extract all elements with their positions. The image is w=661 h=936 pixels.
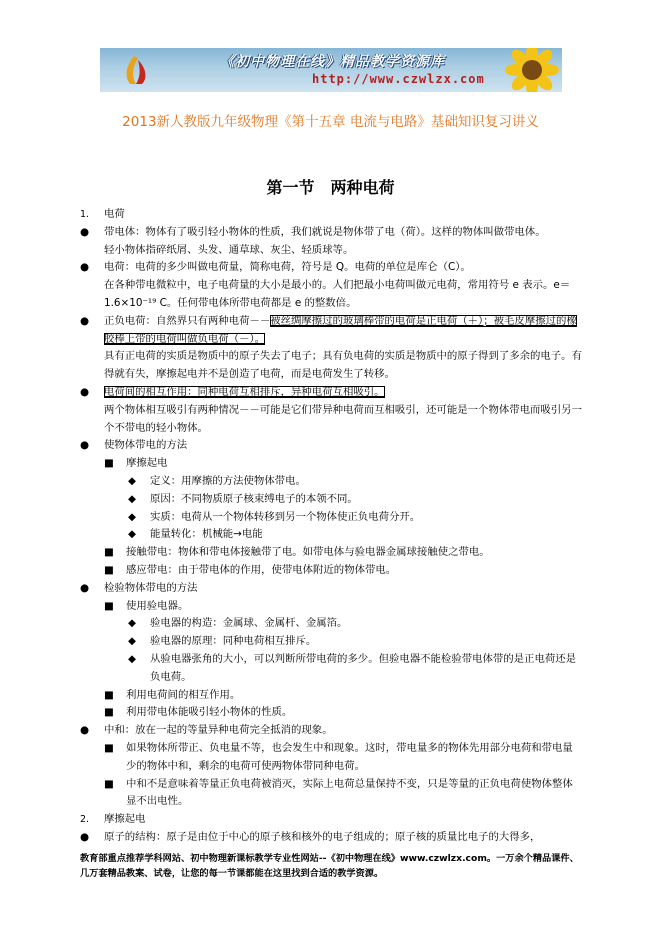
paragraph-elementary-charge: 在各种带电微粒中，电子电荷量的大小是最小的。人们把最小电荷叫做元电荷，常用符号 e 表示。e＝1.6×10⁻¹⁹ C。任何带电体所带电荷都是 e 的整数倍。	[104, 279, 571, 309]
square-bullet-icon: ■	[104, 706, 114, 719]
square-bullet-icon: ■	[104, 563, 114, 576]
item-friction-definition: ◆ 定义：用摩擦的方法使物体带电。	[80, 473, 582, 491]
sub-induction: ■ 感应带电：由于带电体的作用，使带电体附近的物体带电。	[80, 562, 582, 580]
sub-use-attraction: ■ 利用带电体能吸引轻小物体的性质。	[80, 704, 582, 722]
bullet-charging-methods: ● 使物体带电的方法	[80, 437, 582, 455]
item-electroscope-principle: ◆ 验电器的原理：同种电荷相互排斥。	[80, 633, 582, 651]
bullet-interaction	[80, 384, 582, 402]
diamond-bullet-icon: ◆	[128, 528, 136, 541]
highlighted-rule: 电荷间的相互作用：同种电荷互相排斥，异种电荷互相吸引。	[104, 385, 385, 398]
bullet-detection: ● 检验物体带电的方法	[80, 580, 582, 598]
paragraph-light-objects: 轻小物体指碎纸屑、头发、通草球、灰尘、轻质球等。	[104, 243, 354, 256]
logo-icon	[122, 54, 152, 86]
number-marker: 1.	[80, 209, 90, 220]
bullet-icon: ●	[80, 385, 90, 398]
bullet-charged-body: ● 带电体：物体有了吸引轻小物体的性质，我们就说是物体带了电（荷）。这样的物体叫做带电体。	[80, 224, 582, 242]
sub-friction: ■ 摩擦起电	[80, 455, 582, 473]
page-footer: 教育部重点推荐学科网站、初中物理新课标教学专业性网站--《初中物理在线》www.czwlzx.com。一万余个精品课件、几万套精品教案、试卷，让您的每一节课都能在这里找到合适的教学资源。	[80, 853, 579, 879]
paragraph-charge-essence: 具有正电荷的实质是物质中的原子失去了电子；具有负电荷的实质是物质中的原子得到了多余的电子。有得就有失，摩擦起电并不是创造了电荷，而是电荷发生了转移。	[104, 350, 582, 381]
bullet-positive-negative: ● 正负电荷：自然界只有两种电荷－－被丝绸摩擦过的玻璃棒带的电荷是正电荷（＋）；被毛皮摩擦过的橡胶棒上带的电荷叫做负电荷（－）。	[80, 314, 577, 345]
diamond-bullet-icon: ◆	[128, 635, 136, 648]
item-friction-reason: ◆ 原因：不同物质原子核束缚电子的本领不同。	[80, 491, 582, 509]
bullet-icon: ●	[80, 261, 90, 274]
square-bullet-icon: ■	[104, 599, 114, 612]
diamond-bullet-icon: ◆	[128, 474, 136, 487]
highlighted-definition: 被丝绸摩擦过的玻璃棒带的电荷是正电荷（＋）；被毛皮摩擦过的橡胶棒上带的电荷叫做负电荷（－）。	[104, 314, 577, 345]
item-electroscope-angle: ◆ 从验电器张角的大小，可以判断所带电荷的多少。但验电器不能检验带电体带的是正电荷还是负电荷。	[128, 652, 577, 683]
bullet-charge-amount: ● 电荷：电荷的多少叫做电荷量，简称电荷，符号是 Q。电荷的单位是库仑（C）。	[80, 259, 582, 277]
square-bullet-icon: ■	[104, 457, 114, 470]
bullet-icon: ●	[80, 314, 90, 327]
paragraph-interaction-note: 两个物体相互吸引有两种情况－－可能是它们带异种电荷而互相吸引，还可能是一个物体带电而吸引另一个不带电的轻小物体。	[104, 403, 582, 434]
diamond-bullet-icon: ◆	[128, 617, 136, 630]
item-friction-energy: ◆ 能量转化：机械能→电能	[80, 526, 582, 544]
header-banner	[100, 48, 562, 92]
document-body	[80, 206, 582, 847]
square-bullet-icon: ■	[104, 777, 114, 790]
diamond-bullet-icon: ◆	[128, 652, 136, 665]
bullet-icon: ●	[80, 581, 90, 594]
heading-friction-electrification: 2. 摩擦起电	[80, 811, 582, 829]
square-bullet-icon: ■	[104, 741, 114, 754]
bullet-icon: ●	[80, 439, 90, 452]
section-title: 第一节 两种电荷	[266, 178, 395, 197]
heading-charge: 1. 电荷	[80, 206, 582, 224]
sub-neutral-conservation: ■ 中和不是意味着等量正负电荷被消灭，实际上电荷总量保持不变，只是等量的正负电荷使物体整体显不出电性。	[104, 777, 573, 808]
bullet-icon: ●	[80, 225, 90, 238]
bullet-atom-structure: ● 原子的结构：原子是由位于中心的原子核和核外的电子组成的；原子核的质量比电子的大得多，	[80, 829, 582, 847]
diamond-bullet-icon: ◆	[128, 492, 136, 505]
sub-use-interaction: ■ 利用电荷间的相互作用。	[80, 687, 582, 705]
sub-electroscope: ■ 使用验电器。	[80, 598, 582, 616]
item-friction-essence: ◆ 实质：电荷从一个物体转移到另一个物体使正负电荷分开。	[80, 509, 582, 527]
sunflower-icon	[498, 48, 560, 92]
diamond-bullet-icon: ◆	[128, 510, 136, 523]
document-title: 2013新人教版九年级物理《第十五章 电流与电路》基础知识复习讲义	[122, 114, 539, 130]
sub-contact: ■ 接触带电：物体和带电体接触带了电。如带电体与验电器金属球接触使之带电。	[80, 544, 582, 562]
bullet-icon: ●	[80, 724, 90, 737]
bullet-neutralization: ● 中和：放在一起的等量异种电荷完全抵消的现象。	[80, 722, 582, 740]
number-marker: 2.	[80, 814, 90, 826]
square-bullet-icon: ■	[104, 546, 114, 559]
square-bullet-icon: ■	[104, 688, 114, 701]
item-electroscope-structure: ◆ 验电器的构造：金属球、金属杆、金属箔。	[80, 615, 582, 633]
bullet-icon: ●	[80, 830, 90, 843]
sub-neutral-unequal: ■ 如果物体所带正、负电量不等，也会发生中和现象。这时，带电量多的物体先用部分电荷和带电量少的物体中和，剩余的电荷可使两物体带同种电荷。	[104, 741, 573, 772]
banner-title: 《初中物理在线》精品教学资源库	[220, 54, 445, 70]
banner-url[interactable]: http://www.czwlzx.com	[312, 72, 485, 86]
